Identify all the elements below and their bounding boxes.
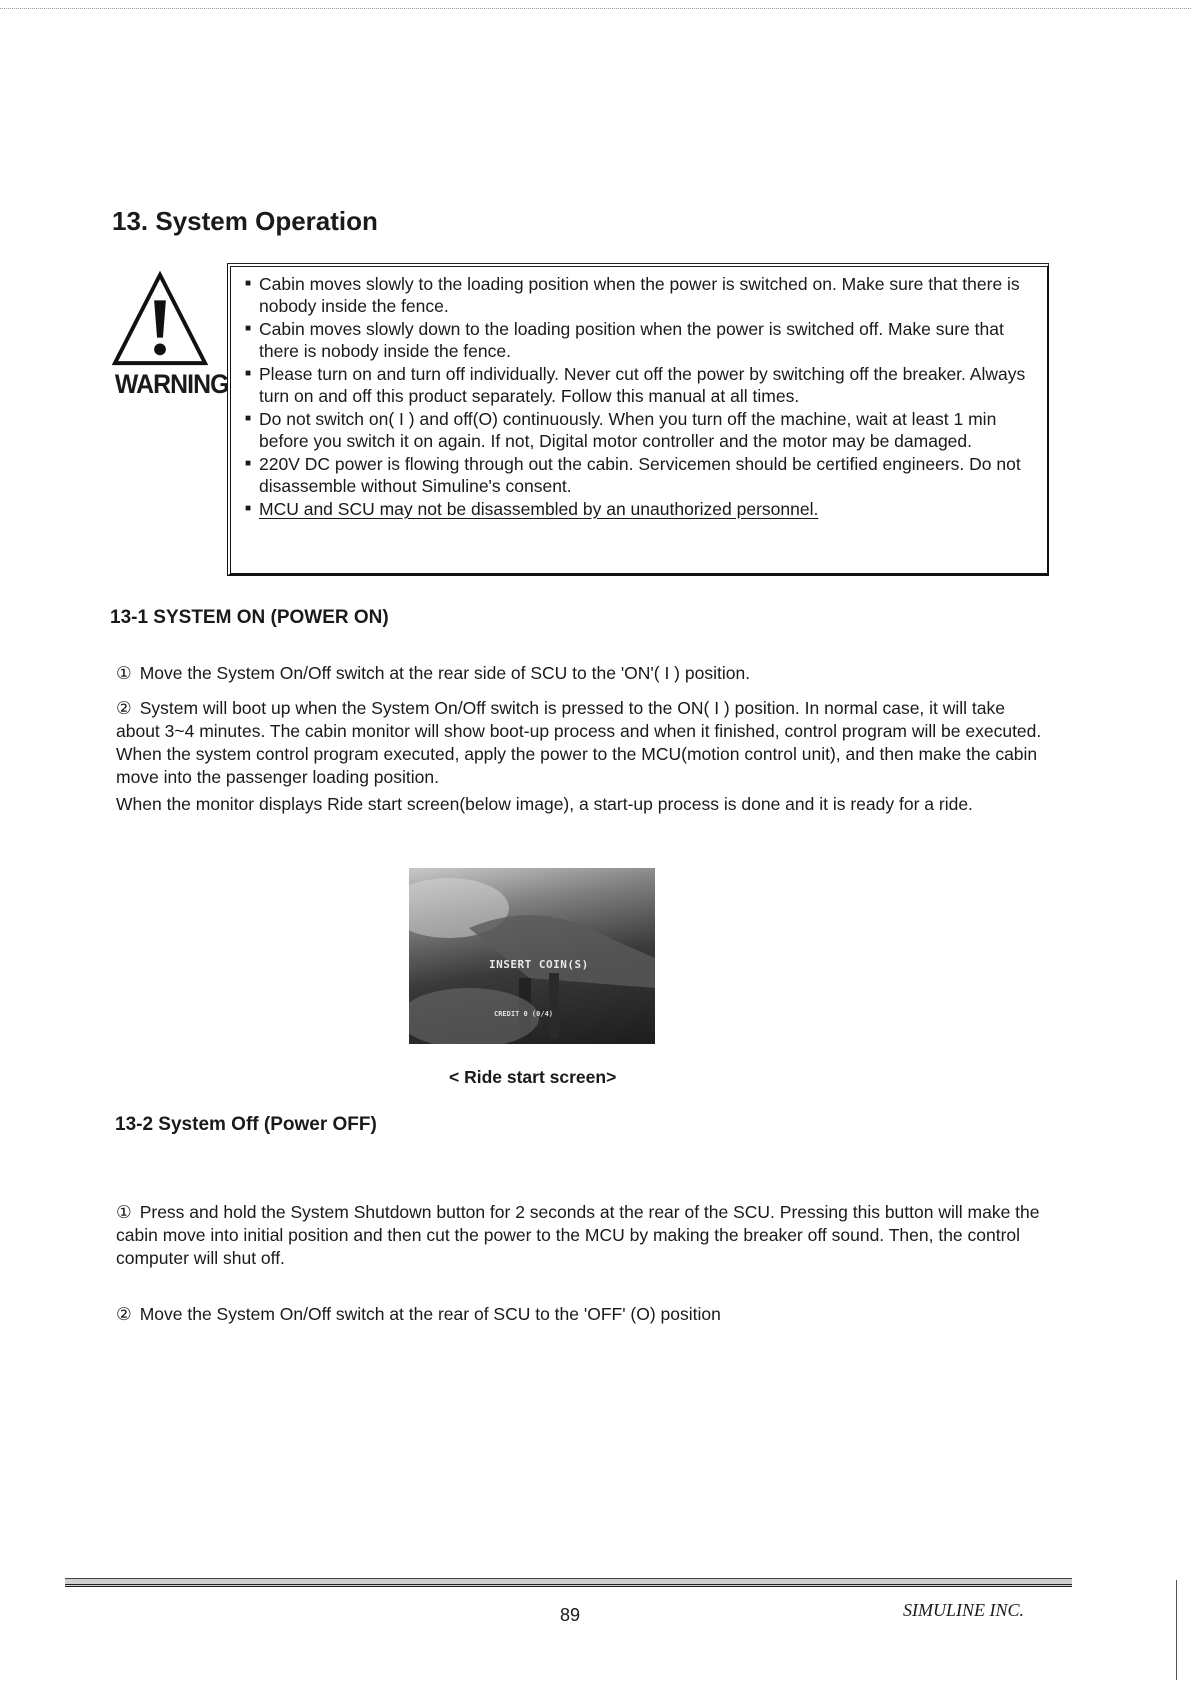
warning-item: ■ Cabin moves slowly to the loading position when the power is switched on. Make sure that there is nobody inside the fence. <box>245 273 1037 317</box>
step-text: Press and hold the System Shutdown button for 2 seconds at the rear of the SCU. Pressing this button will make the cabin move into initial position and then cut the power to the MCU by making the breaker off sound. Then, the control computer will shut off. <box>116 1202 1040 1268</box>
page-number: 89 <box>560 1605 581 1625</box>
warning-item: ■ MCU and SCU may not be disassembled by an unauthorized personnel. <box>245 498 1037 520</box>
insert-coin-text: INSERT COIN(S) <box>489 958 589 971</box>
step-number: ② <box>116 698 132 718</box>
step-number: ② <box>116 1304 132 1324</box>
step-number: ① <box>116 1202 132 1222</box>
image-caption: < Ride start screen> <box>449 1067 617 1087</box>
scan-edge <box>0 0 1191 9</box>
ride-start-screen-image <box>409 868 655 1044</box>
power-on-step-2 <box>116 697 1051 789</box>
scan-edge-mark <box>1176 1580 1177 1680</box>
warning-label: WARNING <box>114 369 229 399</box>
warning-box <box>227 263 1049 576</box>
step-text: Move the System On/Off switch at the rear side of SCU to the 'ON'( I ) position. <box>139 663 751 683</box>
section-heading-power-off: 13-2 System Off (Power OFF) <box>115 1114 377 1135</box>
warning-item: ■ Cabin moves slowly down to the loading position when the power is switched off. Make sure that there is nobody inside the fence. <box>245 318 1037 362</box>
power-on-paragraph: When the monitor displays Ride start screen(below image), a start-up process is done and it is ready for a ride. <box>116 794 973 814</box>
footer-rule <box>65 1578 1072 1587</box>
warning-item: ■ Do not switch on( I ) and off(O) continuously. When you turn off the machine, wait at least 1 min before you switch it on again. If not, Digital motor controller and the motor may be damaged. <box>245 408 1037 452</box>
step-text: Move the System On/Off switch at the rear of SCU to the 'OFF' (O) position <box>139 1304 721 1324</box>
warning-triangle-icon <box>111 271 209 369</box>
section-heading-power-on: 13-1 SYSTEM ON (POWER ON) <box>110 607 389 628</box>
page-title: 13. System Operation <box>112 206 378 236</box>
step-number: ① <box>116 663 132 683</box>
warning-list <box>245 273 1037 520</box>
power-off-step-1 <box>116 1201 1051 1270</box>
step-text: System will boot up when the System On/Off switch is pressed to the ON( I ) position. In normal case, it will take about 3~4 minutes. The cabin monitor will show boot-up process and when it finished, control program will be executed. When the system control program executed, apply the power to the MCU(motion control unit), and then make the cabin move into the passenger loading position. <box>116 698 1042 787</box>
company-name: SIMULINE INC. <box>903 1600 1024 1620</box>
warning-item: ■ Please turn on and turn off individually. Never cut off the power by switching off the breaker. Always turn on and off this product separately. Follow this manual at all times. <box>245 363 1037 407</box>
credit-text: CREDIT 0 (0/4) <box>494 1010 554 1018</box>
warning-item: ■ 220V DC power is flowing through out the cabin. Servicemen should be certified engineers. Do not disassemble without Simuline's consent. <box>245 453 1037 497</box>
warning-panel <box>111 271 229 401</box>
power-on-step-1 <box>116 662 1051 685</box>
power-off-step-2 <box>116 1303 1051 1326</box>
